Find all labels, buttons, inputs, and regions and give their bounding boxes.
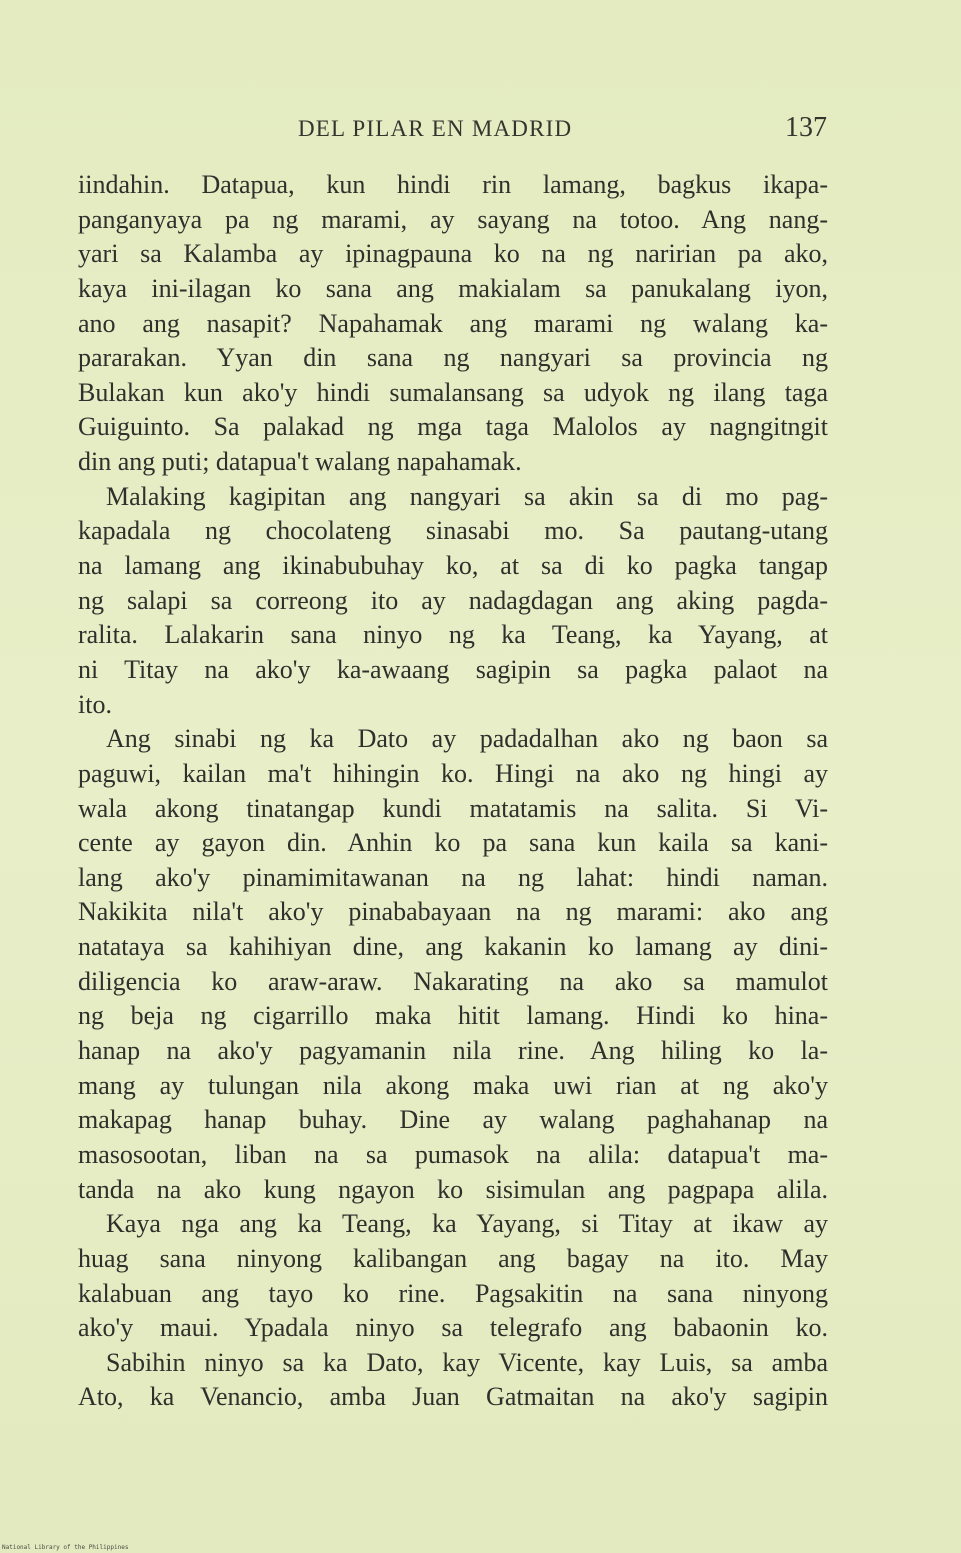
text-line: wala akong tinatangap kundi matatamis na salita. Si Vi- bbox=[78, 793, 828, 823]
text-line: tanda na ako kung ngayon ko sisimulan ang pagpapa alila. bbox=[78, 1174, 828, 1204]
text-line: ng beja ng cigarrillo maka hitit lamang. Hindi ko hina- bbox=[78, 1001, 828, 1031]
text-line: hanap na ako'y pagyamanin nila rine. Ang hiling ko la- bbox=[78, 1036, 828, 1066]
text-line: mang ay tulungan nila akong maka uwi rian at ng ako'y bbox=[78, 1070, 828, 1100]
text-line: Bulakan kun ako'y hindi sumalansang sa udyok ng ilang taga bbox=[78, 377, 828, 407]
text-line: Ato, ka Venancio, amba Juan Gatmaitan na ako'y sagipin bbox=[78, 1382, 828, 1412]
text-line: makapag hanap buhay. Dine ay walang paghahanap na bbox=[78, 1105, 828, 1135]
footer-credit: National Library of the Philippines bbox=[2, 1544, 129, 1551]
text-line: lang ako'y pinamimitawanan na ng lahat: hindi naman. bbox=[78, 862, 828, 892]
body-text bbox=[78, 168, 828, 1415]
text-line: masosootan, liban na sa pumasok na alila: datapua't ma- bbox=[78, 1139, 828, 1169]
text-line: diligencia ko araw-araw. Nakarating na ako sa mamulot bbox=[78, 966, 828, 996]
text-line: ako'y maui. Ypadala ninyo sa telegrafo ang babaonin ko. bbox=[78, 1313, 828, 1343]
text-line: pararakan. Yyan din sana ng nangyari sa provincia ng bbox=[78, 343, 828, 373]
text-line: ito. bbox=[78, 689, 112, 719]
text-line: Sabihin ninyo sa ka Dato, kay Vicente, kay Luis, sa amba bbox=[106, 1347, 828, 1377]
text-line: yari sa Kalamba ay ipinagpauna ko na ng naririan pa ako, bbox=[78, 239, 828, 269]
text-line: Ang sinabi ng ka Dato ay padadalhan ako ng baon sa bbox=[106, 724, 828, 754]
text-line: ano ang nasapit? Napahamak ang marami ng walang ka- bbox=[78, 308, 828, 338]
text-line: panganyaya pa ng marami, ay sayang na totoo. Ang nang- bbox=[78, 204, 828, 234]
text-line: Nakikita nila't ako'y pinababayaan na ng marami: ako ang bbox=[78, 897, 828, 927]
text-line: paguwi, kailan ma't hihingin ko. Hingi na ako ng hingi ay bbox=[78, 758, 828, 788]
page-number: 137 bbox=[785, 112, 827, 143]
text-line: cente ay gayon din. Anhin ko pa sana kun kaila sa kani- bbox=[78, 828, 828, 858]
text-line: ng salapi sa correong ito ay nadagdagan ang aking pagda- bbox=[78, 585, 828, 615]
text-line: ni Titay na ako'y ka-awaang sagipin sa pagka palaot na bbox=[78, 654, 828, 684]
text-line: na lamang ang ikinabubuhay ko, at sa di ko pagka tangap bbox=[78, 551, 828, 581]
text-line: kapadala ng chocolateng sinasabi mo. Sa pautang-utang bbox=[78, 516, 828, 546]
running-title: DEL PILAR EN MADRID bbox=[298, 116, 573, 141]
text-line: din ang puti; datapua't walang napahamak. bbox=[78, 447, 522, 477]
text-line: Kaya nga ang ka Teang, ka Yayang, si Titay at ikaw ay bbox=[106, 1209, 828, 1239]
text-line: kaya ini-ilagan ko sana ang makialam sa panukalang iyon, bbox=[78, 273, 828, 303]
text-line: Guiguinto. Sa palakad ng mga taga Malolos ay nagngitngit bbox=[78, 412, 828, 442]
text-line: natataya sa kahihiyan dine, ang kakanin ko lamang ay dini- bbox=[78, 932, 828, 962]
text-line: iindahin. Datapua, kun hindi rin lamang, bagkus ikapa- bbox=[78, 170, 828, 199]
text-line: Malaking kagipitan ang nangyari sa akin sa di mo pag- bbox=[106, 481, 828, 511]
text-line: kalabuan ang tayo ko rine. Pagsakitin na sana ninyong bbox=[78, 1278, 828, 1308]
text-line: ralita. Lalakarin sana ninyo ng ka Teang, ka Yayang, at bbox=[78, 620, 828, 650]
running-head bbox=[0, 112, 961, 148]
text-line: huag sana ninyong kalibangan ang bagay na ito. May bbox=[78, 1243, 828, 1273]
